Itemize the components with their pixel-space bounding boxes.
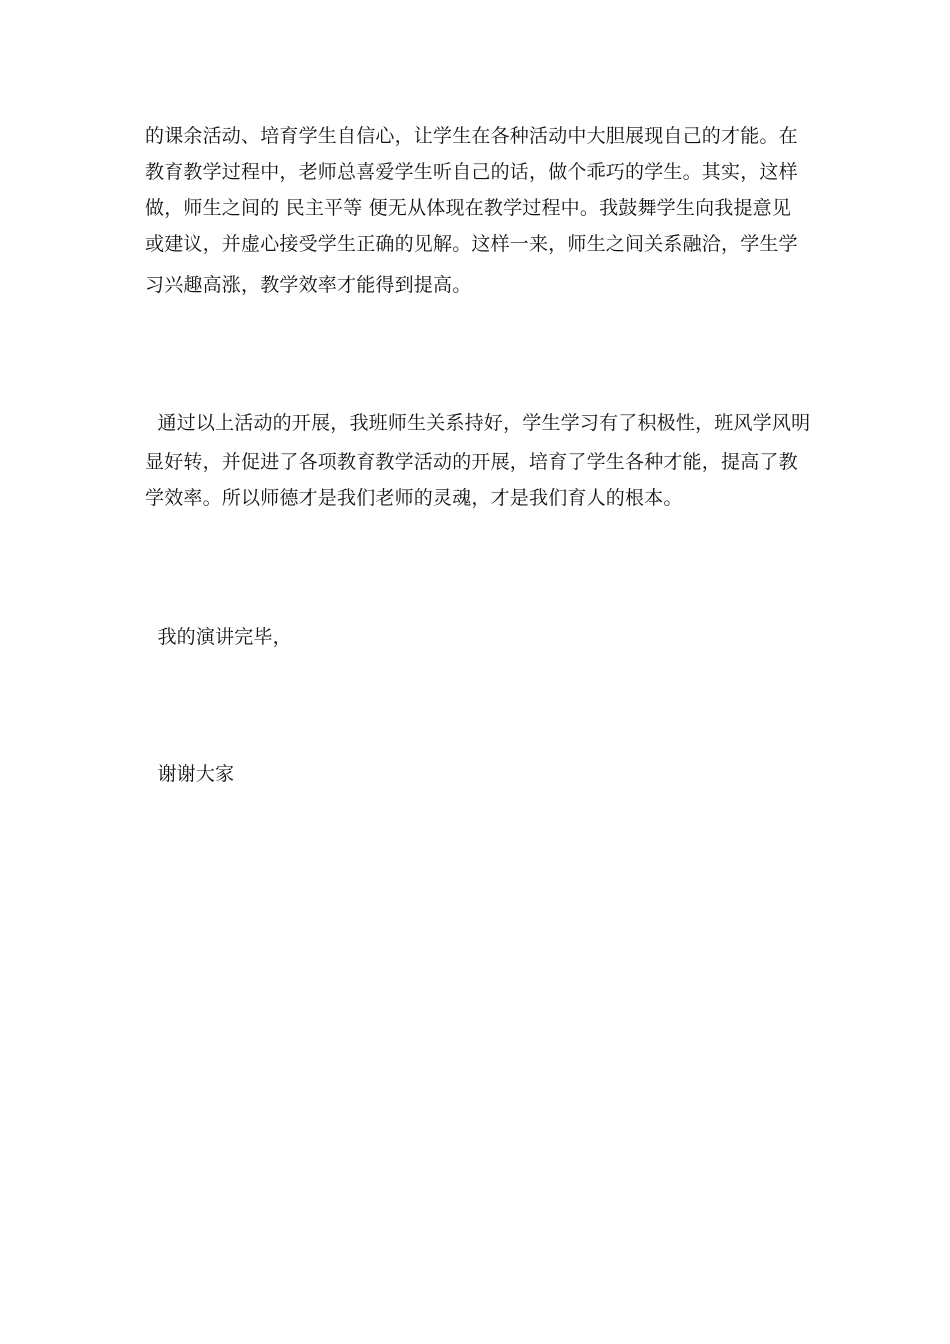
thanks-line: 谢谢大家 [145,763,235,785]
paragraph-2-line-3: 学效率。所以师德才是我们老师的灵魂，才是我们育人的根本。 [145,487,683,509]
paragraph-1-line-4: 或建议，并虚心接受学生正确的见解。这样一来，师生之间关系融洽，学生学 [145,233,798,255]
paragraph-2-line-1: 通过以上活动的开展，我班师生关系持好，学生学习有了积极性，班风学风明 [145,412,811,434]
paragraph-2-line-2: 显好转，并促进了各项教育教学活动的开展，培育了学生各种才能，提高了教 [145,451,798,473]
paragraph-1-line-2: 教育教学过程中，老师总喜爱学生听自己的话，做个乖巧的学生。其实，这样 [145,161,798,183]
paragraph-1-line-1: 的课余活动、培育学生自信心，让学生在各种活动中大胆展现自己的才能。在 [145,125,798,147]
closing-line: 我的演讲完毕， [145,626,292,648]
paragraph-1-line-3: 做，师生之间的 民主平等 便无从体现在教学过程中。我鼓舞学生向我提意见 [145,197,792,219]
paragraph-1-line-5: 习兴趣高涨，教学效率才能得到提高。 [145,274,472,296]
